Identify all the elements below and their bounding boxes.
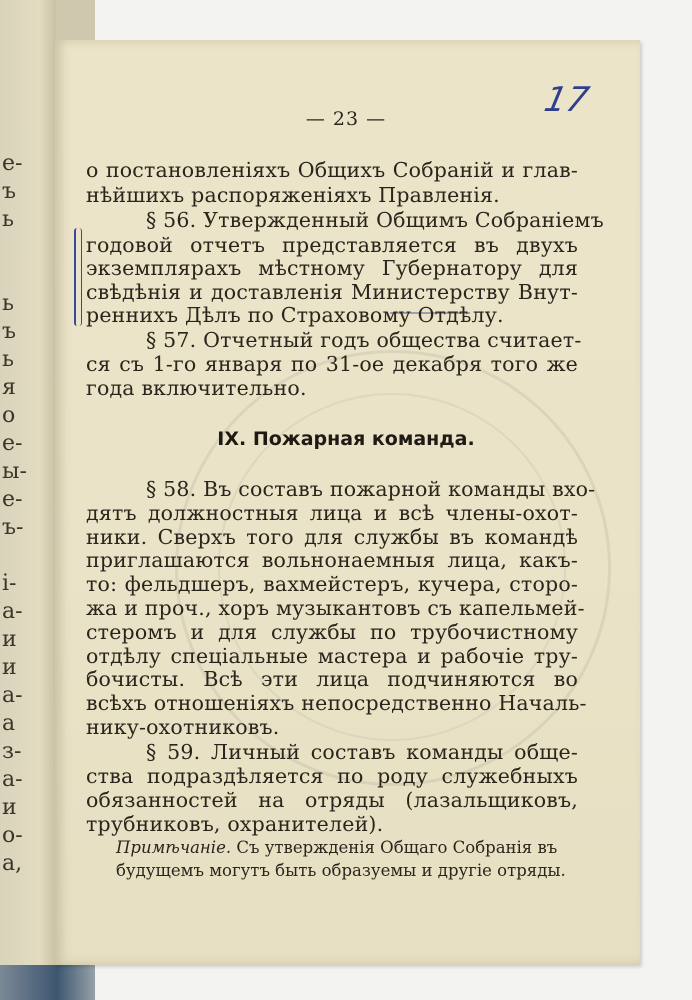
text-line: жа и проч., хоръ музыкантовъ съ капельмей-: [86, 596, 585, 620]
text-line: года включительно.: [86, 376, 307, 400]
text-line: годовой отчетъ представляется въ двухъ: [86, 233, 578, 257]
text-line: всѣхъ отношеніяхъ непосредственно Началь-: [86, 691, 587, 715]
note-line: [116, 838, 582, 857]
handwritten-page-number: 17: [540, 80, 593, 120]
previous-page-fragment: е-: [2, 151, 23, 176]
previous-page-fragment: е-: [2, 431, 23, 456]
text-line: трубниковъ, охранителей).: [86, 812, 384, 836]
text-line: экземплярахъ мѣстному Губернатору для: [86, 256, 578, 280]
text-line: ники. Сверхъ того для службы въ командѣ: [86, 525, 578, 549]
previous-page-fragment: ь: [2, 291, 14, 316]
paragraph-58-start: § 58. Въ составъ пожарной команды вхо-: [146, 477, 596, 501]
text-line: свѣдѣнія и доставленія Министерству Внут-: [86, 280, 578, 304]
text-line: обязанностей на отряды (лазальщиковъ,: [86, 788, 578, 812]
text-line: стеромъ и для службы по трубочистному: [86, 620, 578, 644]
previous-page-fragment: и: [2, 655, 17, 680]
cover-edge: [0, 965, 95, 1000]
previous-page-fragment: [2, 262, 22, 290]
previous-page-fragment: а-: [2, 599, 23, 624]
text-line: отдѣлу спеціальные мастера и рабочіе тру-: [86, 644, 578, 668]
previous-page-fragment: а-: [2, 767, 23, 792]
previous-page-fragment: [2, 542, 22, 570]
previous-page-fragment: [2, 234, 22, 262]
section-heading: IX. Пожарная команда.: [217, 428, 475, 450]
note-text: Съ утвержденія Общаго Собранія въ: [236, 838, 558, 857]
previous-page-fragment: і-: [2, 571, 17, 596]
previous-page-fragment: з-: [2, 739, 22, 764]
text-line: нѣйшихъ распоряженіяхъ Правленія.: [86, 183, 500, 207]
text-line: то: фельдшеръ, вахмейстеръ, кучера, сторо-: [86, 572, 578, 596]
previous-page-fragment: ь: [2, 347, 14, 372]
text-line: приглашаются вольнонаемныя лица, какъ-: [86, 548, 578, 572]
printed-page-number: — 23 —: [305, 108, 387, 130]
paragraph-57-start: § 57. Отчетный годъ общества считает-: [146, 328, 582, 352]
previous-page-fragment: ъ-: [2, 515, 24, 540]
previous-page-fragment: и: [2, 627, 17, 652]
text-line: реннихъ Дѣлъ по Страховому Отдѣлу.: [86, 303, 504, 327]
paragraph-59-start: § 59. Личный составъ команды обще-: [146, 740, 578, 764]
text-line: нику-охотниковъ.: [86, 715, 280, 739]
note-line: будущемъ могутъ быть образуемы и другіе отряды.: [116, 861, 566, 880]
previous-page-fragment: а,: [2, 851, 23, 876]
previous-page-fragment: о-: [2, 823, 23, 848]
previous-page-fragment: а: [2, 711, 16, 736]
previous-page-fragment: я: [2, 375, 16, 400]
previous-page-fragment: ь: [2, 207, 14, 232]
previous-page-fragment: ы-: [2, 459, 27, 484]
previous-page-fragment: ъ: [2, 179, 16, 204]
text-line: бочисты. Всѣ эти лица подчиняются во: [86, 667, 578, 691]
note-label: Примѣчаніе.: [116, 838, 232, 857]
previous-page-fragment: и: [2, 795, 17, 820]
text-line: ства подраздѣляется по роду служебныхъ: [86, 764, 578, 788]
text-line: дятъ должностныя лица и всѣ члены-охот-: [86, 501, 578, 525]
paragraph-56-start: § 56. Утвержденный Общимъ Собраніемъ: [146, 208, 604, 232]
previous-page-fragment: ъ: [2, 319, 16, 344]
text-line: о постановленіяхъ Общихъ Собраній и глав-: [86, 158, 578, 182]
ink-margin-mark: [74, 228, 82, 326]
previous-page-fragment: а-: [2, 683, 23, 708]
previous-page-fragment: о: [2, 403, 16, 428]
previous-page-fragment: е-: [2, 487, 23, 512]
text-line: ся съ 1-го января по 31-ое декабря того же: [86, 352, 578, 376]
previous-page-text-fragments: [2, 150, 27, 878]
